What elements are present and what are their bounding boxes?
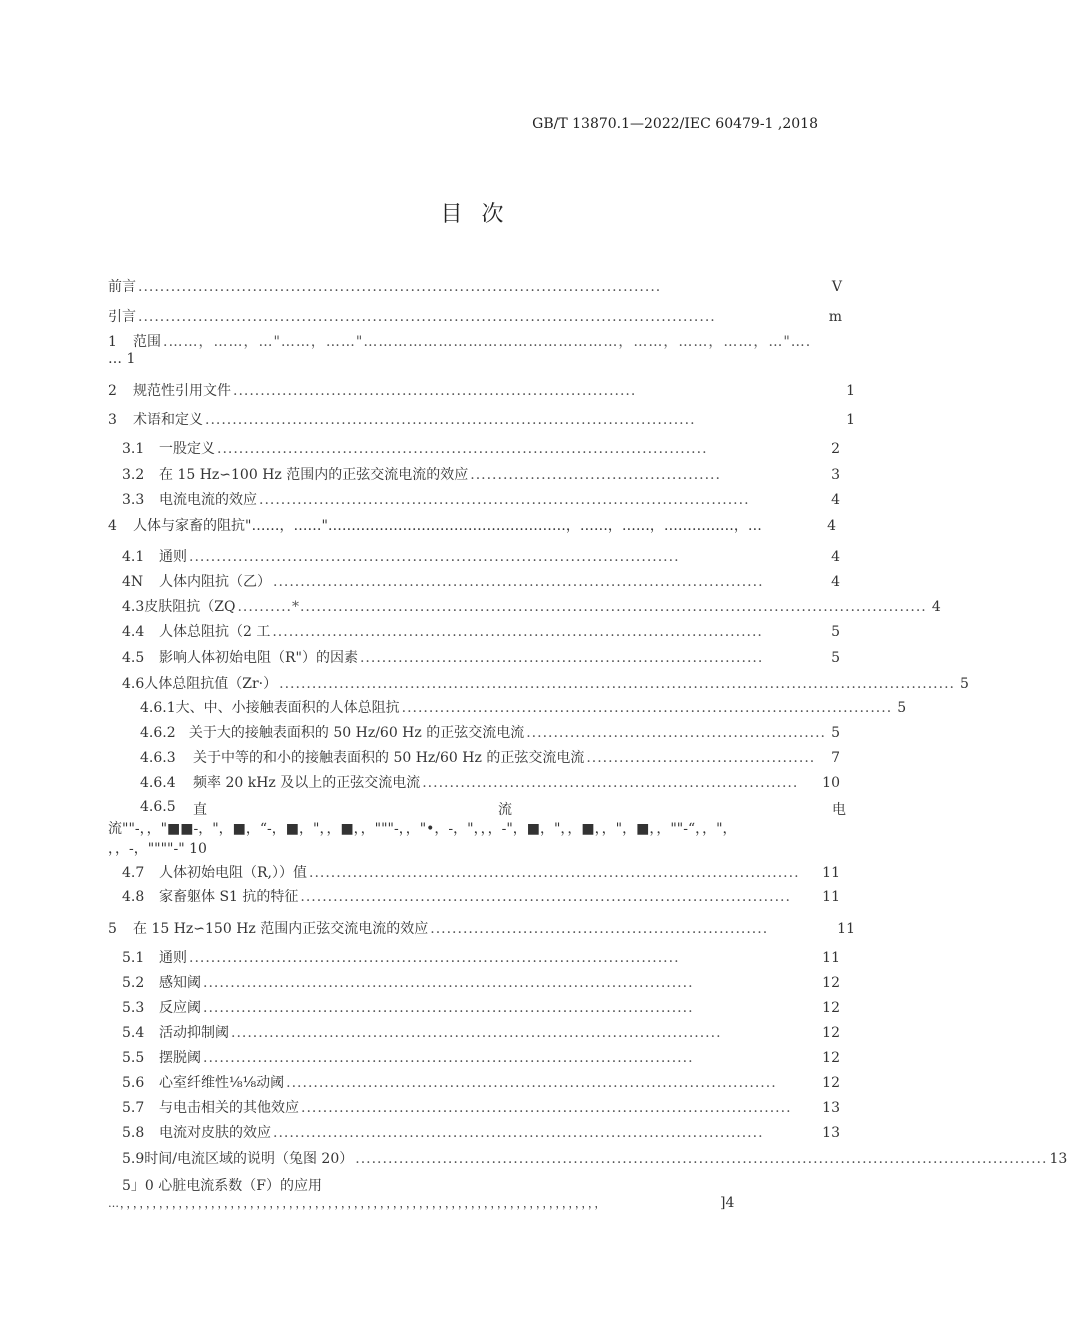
toc-entry-number: 5.4 <box>122 1025 145 1041</box>
toc-entry-number: 4.6.2 <box>140 725 176 741</box>
toc-entry-label: 电流电流的效应 <box>159 492 257 508</box>
toc-entry-label: 反应阈 <box>159 1000 201 1016</box>
toc-entry-number: 4.7 <box>122 865 145 881</box>
toc-entry-number: 4.5 <box>122 650 145 666</box>
toc-garbled-line-2: 流""-，，"■■-，"，■，“-，■，"，，■，，"""-，，"•，-，"，，，-"，■，"，，■，，"，■，，""-“，，"， <box>108 821 737 837</box>
toc-entry[interactable] <box>122 621 840 643</box>
toc-leader-dots: .......................................................................................... <box>189 549 680 565</box>
toc-leader-dots: ................................................................................................ <box>138 279 662 295</box>
toc-entry-label: 家畜躯体 S1 抗的特征 <box>159 889 299 905</box>
toc-entry[interactable] <box>122 1097 840 1119</box>
toc-entry-label: 范围 <box>133 334 161 350</box>
toc-entry[interactable] <box>122 1122 840 1144</box>
toc-entry-label: 影响人体初始电阻（R"）的因素 <box>159 650 358 666</box>
toc-entry[interactable] <box>122 1148 1067 1170</box>
toc-entry[interactable] <box>122 1022 840 1044</box>
toc-entry-page: 11 <box>822 865 840 881</box>
toc-entry-page: 1 <box>846 412 855 428</box>
toc-entry-label: 感知阈 <box>159 975 201 991</box>
toc-entry-label: 人体内阻抗（乙） <box>159 574 271 590</box>
toc-leader-dots: .......................................................................................... <box>401 700 893 716</box>
toc-entry-page: 4 <box>831 574 840 590</box>
toc-entry-page: 4 <box>831 549 840 565</box>
toc-entry-number: 3.2 <box>122 467 145 483</box>
toc-entry-page: V <box>831 279 842 295</box>
toc-entry-number: 5.8 <box>122 1125 145 1141</box>
toc-entry-number: 4.6.4 <box>140 775 176 791</box>
toc-leader-dots: .......................................................................................... <box>300 889 791 905</box>
toc-entry[interactable] <box>122 647 840 669</box>
toc-entry-number: 4.6 <box>122 676 145 692</box>
toc-entry-page: 5 <box>960 676 969 692</box>
toc-entry[interactable] <box>108 515 836 537</box>
toc-entry-page: 4 <box>831 492 840 508</box>
toc-fragment-liu: 流 <box>498 802 512 818</box>
toc-leader-dots: ..................................................................... <box>422 775 799 791</box>
toc-entry-label: 人体总阻抗值（Zr·） <box>144 676 278 692</box>
toc-entry-page: 11 <box>822 950 840 966</box>
toc-entry[interactable] <box>122 673 969 695</box>
toc-entry-label: 关于大的接触表面积的 50 Hz/60 Hz 的正弦交流电流 <box>188 725 525 741</box>
toc-leader-dots: .......................................... <box>586 750 816 766</box>
toc-fragment-zhi: 直 <box>193 802 207 818</box>
toc-entry[interactable] <box>122 1047 840 1069</box>
toc-entry[interactable] <box>140 697 907 719</box>
toc-entry-label: 频率 20 kHz 及以上的正弦交流电流 <box>193 775 421 791</box>
toc-entry-label: 一股定义 <box>159 441 215 457</box>
toc-entry-page: 4 <box>827 518 836 534</box>
toc-5-10-label: 5」0 心脏电流系数（F）的应用 <box>122 1178 322 1194</box>
toc-leader-dots: .......................................................................................................... <box>138 309 716 325</box>
toc-leader-dots: ............................................................................................................................ <box>279 676 955 692</box>
toc-leader-dots: .............................................. <box>470 467 721 483</box>
toc-leader-dots: ....................................................... <box>526 725 826 741</box>
toc-entry-label: 前言 <box>108 279 136 295</box>
toc-entry-page: 13 <box>822 1125 840 1141</box>
toc-entry-number: 5.9 <box>122 1151 145 1167</box>
toc-entry[interactable] <box>108 331 848 353</box>
toc-entry-number: 5.5 <box>122 1050 145 1066</box>
toc-entry-label: 关于中等的和小的接触表面积的 50 Hz/60 Hz 的正弦交流电流 <box>193 750 585 766</box>
toc-leader-dots: .......................................................................... <box>359 650 764 666</box>
toc-entry-page: m <box>828 309 842 325</box>
toc-entry-page: 12 <box>822 1025 840 1041</box>
toc-entry[interactable] <box>122 972 840 994</box>
toc-entry[interactable] <box>122 464 840 486</box>
toc-entry-number: 4 <box>108 518 117 534</box>
toc-leader-dots: .......................................................................................... <box>231 1025 722 1041</box>
toc-leader-dots: .......................................................................................... <box>203 1050 694 1066</box>
toc-entry-page: 13 <box>1049 1151 1067 1167</box>
toc-entry-label: 大、中、小接触表面积的人体总阻抗 <box>175 700 400 716</box>
toc-entry-page: 11 <box>822 889 840 905</box>
toc-entry-page: 12 <box>822 975 840 991</box>
toc-entry[interactable] <box>140 747 840 769</box>
toc-entry-label: 时间/电流区域的说明（兔图 20） <box>144 1151 354 1167</box>
toc-entry-number: 4.4 <box>122 624 145 640</box>
toc-entry-number: 3 <box>108 412 117 428</box>
toc-entry-number: 3.1 <box>122 441 145 457</box>
toc-entry-page: 5 <box>831 725 840 741</box>
toc-entry-label: 人体与家畜的阻抗"……，……"……………………………………………，……，……，……………，… <box>133 518 762 534</box>
toc-entry-number: 5.2 <box>122 975 145 991</box>
toc-entry[interactable] <box>122 886 840 908</box>
toc-leader-dots: .......................................................................................... <box>272 624 763 640</box>
toc-entry-label: 人体总阻抗（2 工 <box>159 624 271 640</box>
toc-entry-page: 12 <box>822 1000 840 1016</box>
toc-entry-page: 12 <box>822 1050 840 1066</box>
toc-entry-page: 2 <box>831 441 840 457</box>
toc-entry-label: 通则 <box>159 549 187 565</box>
toc-leader-dots: .......................................................................................... <box>286 1075 777 1091</box>
toc-entry-label: 皮肤阻抗（ZQ <box>144 599 236 615</box>
toc-entry-page: 13 <box>822 1100 840 1116</box>
toc-leader-dots: .......................................................................................... <box>203 975 694 991</box>
toc-entry-page: 12 <box>822 1075 840 1091</box>
toc-leader-dots: .......................................................................................... <box>217 441 708 457</box>
toc-entry-label: 规范性引用文件 <box>133 383 231 399</box>
toc-entry[interactable] <box>122 596 941 618</box>
toc-entry-number: 5.3 <box>122 1000 145 1016</box>
toc-leader-dots: .......................................................................................... <box>203 1000 694 1016</box>
toc-entry[interactable] <box>108 409 855 431</box>
toc-leader-dots: .......................................................................................... <box>205 412 696 428</box>
toc-entry-number: 4.6.1 <box>140 700 176 716</box>
toc-entry-page: 1 <box>846 383 855 399</box>
toc-entry[interactable] <box>140 722 840 744</box>
toc-leader-dots: .……，……，…"……，……"……………………………………………，……，……，……，…"…. <box>163 334 812 350</box>
toc-entry-number: 4.3 <box>122 599 145 615</box>
toc-entry-number: 4N <box>122 574 144 590</box>
toc-entry-label: 电流对皮肤的效应 <box>159 1125 271 1141</box>
toc-entry[interactable] <box>108 380 855 402</box>
toc-entry-label: 在 15 Hz∽150 Hz 范围内正弦交流电流的效应 <box>133 921 429 937</box>
toc-leader-dots: .......................................................................... <box>233 383 637 399</box>
toc-entry-label: 与电击相关的其他效应 <box>159 1100 299 1116</box>
toc-entry-number: 5.7 <box>122 1100 145 1116</box>
toc-entry[interactable] <box>122 546 840 568</box>
toc-entry-page: 10 <box>822 775 840 791</box>
toc-entry-number: 5.1 <box>122 950 145 966</box>
toc-entry-label: 摆脱阈 <box>159 1050 201 1066</box>
scope-page-tail: … 1 <box>108 351 136 367</box>
toc-num-4-6-5: 4.6.5 <box>140 799 176 815</box>
toc-entry[interactable] <box>108 306 842 328</box>
toc-entry-label: 心室纤维性⅛⅛动阈 <box>159 1075 285 1091</box>
toc-entry-number: 5 <box>108 921 117 937</box>
toc-entry-number: 3.3 <box>122 492 145 508</box>
toc-entry-page: 5 <box>831 650 840 666</box>
toc-entry[interactable] <box>122 489 840 511</box>
toc-entry-label: 术语和定义 <box>133 412 203 428</box>
toc-entry-number: 4.6.3 <box>140 750 176 766</box>
page-title: 目 次 <box>440 202 510 227</box>
toc-entry[interactable] <box>108 918 855 940</box>
toc-entry-number: 5.6 <box>122 1075 145 1091</box>
toc-leader-dots: .......................................................................................... <box>301 1100 792 1116</box>
toc-entry[interactable] <box>140 772 840 794</box>
toc-leader-dots: .......................................................................................... <box>273 1125 764 1141</box>
document-code: GB/T 13870.1—2022/IEC 60479-1 ,2018 <box>532 116 818 132</box>
toc-leader-dots: .......................................................................................... <box>189 950 680 966</box>
toc-entry[interactable] <box>122 997 840 1019</box>
toc-entry-label: 活动抑制阈 <box>159 1025 229 1041</box>
toc-leader-dots: ............................................................................................................................... <box>355 1151 1048 1167</box>
toc-garbled-line-3: ，，-，""""-" 10 <box>108 841 207 857</box>
toc-5-10-page: ]4 <box>720 1195 735 1211</box>
toc-entry-label: 通则 <box>159 950 187 966</box>
toc-entry[interactable] <box>122 438 840 460</box>
toc-5-10-leader: …，，，，，，，，，，，，，，，，，，，，，，，，，，，，，，，，，，，，，，，，，，，，，，，，，，，，，，，，，，，，，，，，，，，，，，，，，， <box>108 1197 607 1210</box>
toc-fragment-dian: 电 <box>832 802 846 818</box>
toc-entry[interactable] <box>122 862 840 884</box>
toc-entry-page: 11 <box>837 921 855 937</box>
toc-entry-number: 4.1 <box>122 549 145 565</box>
toc-entry-page: 5 <box>831 624 840 640</box>
toc-leader-dots: .............................................................. <box>430 921 769 937</box>
toc-entry-page: 4 <box>931 599 941 615</box>
toc-entry[interactable] <box>122 947 840 969</box>
toc-entry-label: 人体初始电阻（R,））值 <box>159 865 307 881</box>
toc-entry-number: 4.8 <box>122 889 145 905</box>
toc-leader-dots: .......................................................................................... <box>259 492 750 508</box>
toc-entry[interactable] <box>122 571 840 593</box>
toc-entry-page: 7 <box>831 750 840 766</box>
toc-entry-label: 引言 <box>108 309 136 325</box>
toc-entry[interactable] <box>122 1072 840 1094</box>
toc-entry-number: 1 <box>108 334 117 350</box>
toc-entry-page: 3 <box>831 467 840 483</box>
toc-entry-label: 在 15 Hz∽100 Hz 范围内的正弦交流电流的效应 <box>159 467 469 483</box>
toc-entry[interactable] <box>108 276 842 298</box>
toc-entry-number: 2 <box>108 383 117 399</box>
toc-entry-page: 5 <box>897 700 907 716</box>
toc-leader-dots: .......................................................................................... <box>273 574 764 590</box>
toc-leader-dots: .......................................................................................... <box>309 865 800 881</box>
toc-leader-dots: ..........*................................................................................................................... <box>237 599 927 615</box>
